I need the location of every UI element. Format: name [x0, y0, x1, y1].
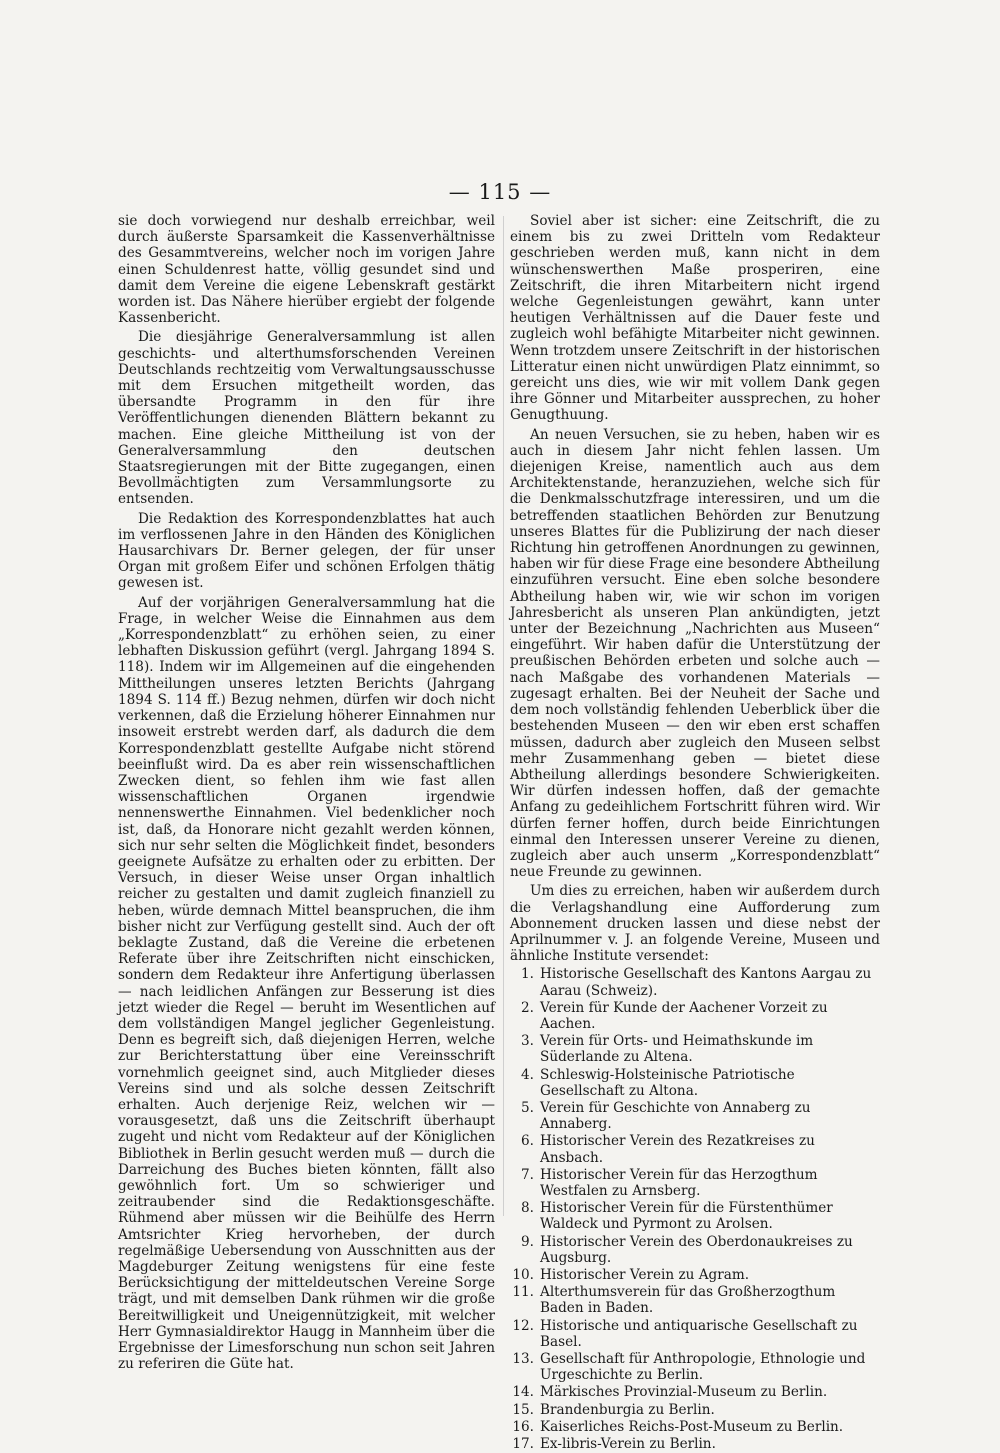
list-item [510, 1318, 880, 1350]
paragraph: An neuen Versuchen, sie zu heben, haben wir es auch in diesem Jahr nicht fehlen lassen. Um diejenigen Kreise, namentlich auch aus dem Architektenstande, heranzuziehen, welche sich für die Denkmalsschutzfrage interessiren, und um die betreffenden staatlichen Behörden zur Benutzung unseres Blattes für die Publizirung der nach dieser Richtung hin getroffenen Anordnungen zu gewinnen, haben wir für diese Frage eine besondere Abtheilung einzuführen versucht. Eine eben solche besondere Abtheilung haben wir, wie wir schon im vorigen Jahresbericht als unseren Plan ankündigten, jetzt unter der Bezeichnung „Nachrichten aus Museen“ eingeführt. Wir haben dafür die Unterstützung der preußischen Behörden erbeten und solche auch — nach Maßgabe des vorhandenen Materials — zugesagt erhalten. Bei der Neuheit der Sache und dem noch vollständig fehlenden Ueberblick über die bestehenden Museen — den wir eben erst schaffen müssen, dadurch aber zugleich den Museen selbst mehr Zusammenhang geben — bietet diese Abtheilung allerdings besondere Schwierigkeiten. Wir dürfen indessen hoffen, daß der gemachte Anfang zu gedeihlichem Fortschritt führen wird. Wir dürfen ferner hoffen, durch beide Einrichtungen einmal den Interessen unserer Vereine zu dienen, zugleich aber auch unserm „Korrespondenzblatt“ neue Freunde zu gewinnen. [510, 426, 880, 881]
list-item [510, 1436, 880, 1452]
society-name: Gesellschaft für Anthropologie, Ethnologie und Urgeschichte zu Berlin. [540, 1351, 866, 1384]
list-number: 12. [512, 1317, 534, 1334]
list-number: 3. [521, 1033, 534, 1050]
list-item [510, 1067, 880, 1099]
list-item [510, 1133, 880, 1165]
list-number: 13. [512, 1351, 534, 1368]
paragraph: Die Redaktion des Korrespondenzblattes hat auch im verflossenen Jahre in den Händen des Königlichen Hausarchivars Dr. Berner gelegen, der für unser Organ mit großem Eifer und schönen Erfolgen thätig gewesen ist. [118, 510, 495, 592]
paragraph: Die diesjährige Generalversammlung ist allen geschichts- und alterthumsforschenden Vereinen Deutschlands rechtzeitig vom Verwaltungsausschusse mit dem Ersuchen mitgetheilt worden, das übersandte Programm in den für ihre Veröffentlichungen dienenden Blättern bekannt zu machen. Eine gleiche Mittheilung ist von der Generalversammlung den deutschen Staatsregierungen mit der Bitte zugegangen, einen Bevollmächtigten zum Versammlungsorte zu entsenden. [118, 329, 495, 508]
list-number: 9. [521, 1233, 534, 1250]
list-item [510, 1351, 880, 1383]
list-number: 10. [512, 1267, 534, 1283]
society-name: Brandenburgia zu Berlin. [540, 1401, 715, 1418]
paragraph: Soviel aber ist sicher: eine Zeitschrift, die zu einem bis zu zwei Dritteln vom Redakteur geschrieben werden muß, kann nicht in dem wünschenswerthen Maße prosperiren, eine Zeitschrift, die ihren Mitarbeitern nicht irgend welche Gegenleistungen gewährt, kann unter heutigen Verhältnissen auf die Dauer feste und zugleich wohl befähigte Mitarbeiter nicht gewinnen. Wenn trotzdem unsere Zeitschrift in der historischen Litteratur einen nicht unwürdigen Platz einnimmt, so gereicht uns dies, wie wir mit vollem Dank gegen ihre Gönner und Mitarbeiter aussprechen, zu hoher Genugthuung. [510, 213, 880, 424]
society-name: Historischer Verein für die Fürstenthümer Waldeck und Pyrmont zu Arolsen. [540, 1200, 833, 1233]
society-name: Kaiserliches Reichs-Post-Museum zu Berlin. [540, 1418, 844, 1435]
society-name: Schleswig-Holsteinische Patriotische Gesellschaft zu Altona. [540, 1066, 795, 1099]
left-column [118, 213, 495, 1372]
list-number: 4. [521, 1066, 534, 1083]
society-name: Verein für Kunde der Aachener Vorzeit zu Aachen. [540, 999, 828, 1032]
list-item [510, 1234, 880, 1266]
list-number: 16. [512, 1418, 534, 1435]
list-item [510, 1167, 880, 1199]
paragraph: sie doch vorwiegend nur deshalb erreichbar, weil durch äußerste Sparsamkeit die Kassenverhältnisse des Gesammtvereins, welcher noch im vorigen Jahre einen Schuldenrest hatte, völlig gesundet sind und damit dem Vereine die eigene Lebenskraft gestärkt worden ist. Das Nähere hierüber ergiebt der folgende Kassenbericht. [118, 213, 495, 327]
list-item [510, 1419, 880, 1435]
society-list [510, 966, 880, 1452]
list-number: 15. [512, 1401, 534, 1418]
list-number: 1. [521, 966, 534, 983]
list-item [510, 1000, 880, 1032]
list-item [510, 1284, 880, 1316]
society-name: Historischer Verein des Oberdonaukreises zu Augsburg. [540, 1233, 853, 1266]
society-name: Historischer Verein zu Agram. [540, 1267, 750, 1283]
list-number: 6. [521, 1133, 534, 1150]
society-name: Alterthumsverein für das Großherzogthum Baden in Baden. [540, 1284, 836, 1317]
society-name: Historischer Verein des Rezatkreises zu Ansbach. [540, 1133, 815, 1166]
list-item [510, 1033, 880, 1065]
list-number: 17. [512, 1436, 534, 1453]
society-name: Verein für Geschichte von Annaberg zu Annaberg. [540, 1099, 811, 1133]
paragraph: Auf der vorjährigen Generalversammlung hat die Frage, in welcher Weise die Einnahmen aus dem „Korrespondenzblatt“ zu erhöhen seien, zu einer lebhaften Diskussion geführt (vergl. Jahrgang 1894 S. 118). Indem wir im Allgemeinen auf die eingehenden Mittheilungen unseres letzten Berichts (Jahrgang 1894 S. 114 ff.) Bezug nehmen, dürfen wir doch nicht verkennen, daß die Erzielung höherer Einnahmen nur insoweit erstrebt werden darf, als dadurch die dem Korrespondenzblatt gestellte Aufgabe nicht störend beeinflußt wird. Da es aber rein wissenschaftlichen Zwecken dient, so fehlen ihm wie fast allen wissenschaftlichen Organen irgendwie nennenswerthe Einnahmen. Viel bedenklicher noch ist, daß, da Honorare nicht gezahlt werden können, sich nur sehr selten die Möglichkeit findet, besonders geeignete Aufsätze zu erhalten oder zu erbitten. Der Versuch, in dieser Weise unser Organ inhaltlich reicher zu gestalten und damit zugleich finanziell zu heben, würde demnach Mittel beanspruchen, die ihm bisher nicht zur Verfügung gestellt sind. Auch der oft beklagte Zustand, daß die Vereine die erbetenen Referate über ihre Zeitschriften nicht einschicken, sondern dem Redakteur ihre Anfertigung überlassen — nach leidlichen Anfängen zur Besserung ist dies jetzt wieder die Regel — beruht im Wesentlichen auf dem vollständigen Mangel jeglicher Gegenleistung. Denn es begreift sich, daß diejenigen Herren, welche zur Berichterstattung über eine Vereinsschrift vornehmlich geeignet sind, auch Mitglieder dieses Vereins sind und als solche dessen Zeitschrift erhalten. Auch derjenige Reiz, welchen wir — vorausgesetzt, daß uns die Zeitschrift überhaupt zugeht und nicht vom Redakteur auf der Königlichen Bibliothek in Berlin gesucht werden muß — durch die Darreichung des Buches bieten könnten, fällt also gewöhnlich fort. Um so schwieriger und zeitraubender sind die Redaktionsgeschäfte. Rühmend aber müssen wir die Beihülfe des Herrn Amtsrichter Krieg hervorheben, der durch regelmäßige Uebersendung von Ausschnitten aus der Magdeburger Zeitung wenigstens für eine feste Berücksichtigung der mitteldeutschen Vereine Sorge trägt, und mit demselben Dank rühmen wir die große Bereitwilligkeit und Uneigennützigkeit, mit welcher Herr Gymnasialdirektor Haugg in Mannheim über die Ergebnisse der Limesforschung nun schon seit Jahren zu referiren die Güte hat. [118, 594, 495, 1373]
society-name: Historischer Verein für das Herzogthum Westfalen zu Arnsberg. [540, 1166, 818, 1199]
society-name: Verein für Orts- und Heimathskunde im Süderlande zu Altena. [540, 1033, 814, 1066]
list-number: 5. [521, 1099, 534, 1116]
list-number: 7. [521, 1166, 534, 1183]
list-item [510, 966, 880, 998]
column-divider [503, 216, 504, 1216]
list-number: 14. [512, 1384, 534, 1401]
page-number: — 115 — [448, 180, 552, 204]
right-column [510, 213, 880, 1453]
list-number: 8. [521, 1200, 534, 1217]
list-item [510, 1200, 880, 1232]
society-name: Historische und antiquarische Gesellschaft zu Basel. [540, 1317, 858, 1350]
list-item [510, 1100, 880, 1132]
society-name: Ex-libris-Verein zu Berlin. [540, 1436, 716, 1453]
list-item [510, 1384, 880, 1400]
society-name: Historische Gesellschaft des Kantons Aargau zu Aarau (Schweiz). [540, 966, 872, 999]
paragraph: Um dies zu erreichen, haben wir außerdem durch die Verlagshandlung eine Aufforderung zum Abonnement drucken lassen und diese nebst der Aprilnummer v. J. an folgende Vereine, Museen und ähnliche Institute versendet: [510, 883, 880, 965]
list-number: 11. [512, 1284, 534, 1301]
list-item [510, 1402, 880, 1418]
list-number: 2. [521, 999, 534, 1016]
society-name: Märkisches Provinzial-Museum zu Berlin. [540, 1384, 828, 1401]
list-item [510, 1267, 880, 1283]
